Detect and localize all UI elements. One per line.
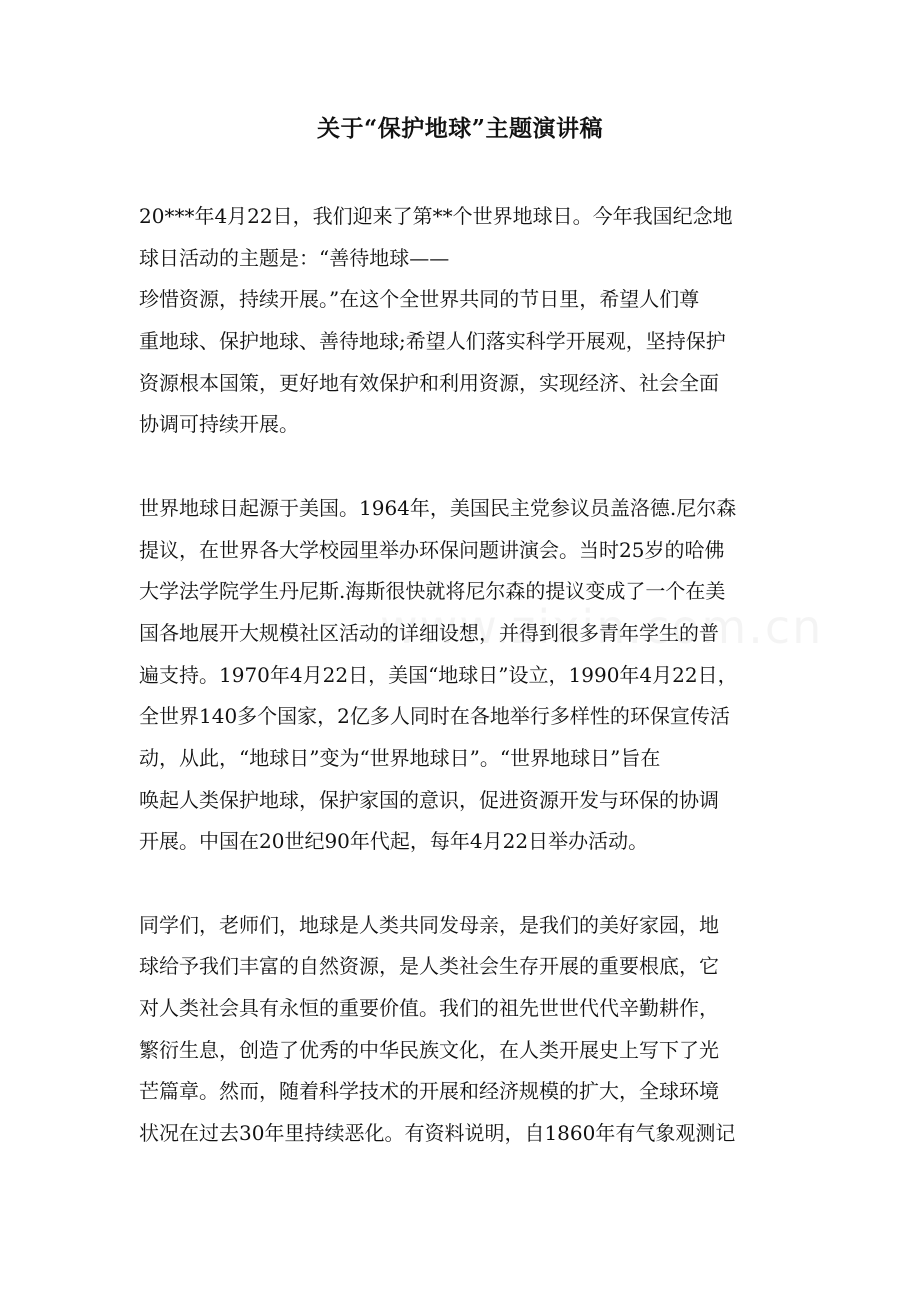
text-line: 大学法学院学生丹尼斯.海斯很快就将尼尔森的提议变成了一个在美 bbox=[139, 579, 726, 604]
document-body bbox=[139, 196, 789, 1155]
text-line: 重地球、保护地球、善待地球;希望人们落实科学开展观，坚持保护 bbox=[139, 329, 726, 354]
text-line: 全世界140多个国家，2亿多人同时在各地举行多样性的环保宣传活 bbox=[139, 704, 730, 729]
text-line: 芒篇章。然而，随着科学技术的开展和经济规模的扩大，全球环境 bbox=[139, 1079, 719, 1104]
text-line: 唤起人类保护地球，保护家国的意识，促进资源开发与环保的协调 bbox=[139, 787, 719, 812]
paragraph-1 bbox=[139, 196, 789, 446]
text-line: 20***年4月22日，我们迎来了第**个世界地球日。今年我国纪念地 bbox=[139, 204, 733, 228]
text-line: 球日活动的主题是：“善待地球—— bbox=[139, 245, 450, 270]
text-line: 世界地球日起源于美国。1964年，美国民主党参议员盖洛德.尼尔森 bbox=[139, 495, 737, 520]
text-line: 同学们，老师们，地球是人类共同发母亲，是我们的美好家园，地 bbox=[139, 912, 719, 937]
text-line: 协调可持续开展。 bbox=[139, 412, 299, 437]
paragraph-gap bbox=[139, 446, 789, 488]
text-line: 资源根本国策，更好地有效保护和利用资源，实现经济、社会全面 bbox=[139, 370, 719, 395]
text-line: 珍惜资源，持续开展。”在这个全世界共同的节日里，希望人们尊 bbox=[139, 287, 700, 312]
text-line: 动，从此，“地球日”变为“世界地球日”。“世界地球日”旨在 bbox=[139, 745, 661, 770]
text-line: 繁衍生息，创造了优秀的中华民族文化，在人类开展史上写下了光 bbox=[139, 1037, 719, 1062]
text-line: 遍支持。1970年4月22日，美国“地球日”设立，1990年4月22日， bbox=[139, 662, 738, 687]
paragraph-2 bbox=[139, 488, 789, 863]
text-line: 球给予我们丰富的自然资源，是人类社会生存开展的重要根底，它 bbox=[139, 954, 719, 979]
text-line: 开展。中国在20世纪90年代起，每年4月22日举办活动。 bbox=[139, 829, 649, 854]
text-line: 对人类社会具有永恒的重要价值。我们的祖先世世代代辛勤耕作， bbox=[139, 996, 719, 1021]
text-line: 国各地展开大规模社区活动的详细设想，并得到很多青年学生的普 bbox=[139, 620, 719, 645]
paragraph-3 bbox=[139, 905, 789, 1155]
text-line: 状况在过去30年里持续恶化。有资料说明，自1860年有气象观测记 bbox=[139, 1121, 736, 1146]
paragraph-gap bbox=[139, 863, 789, 905]
text-line: 提议，在世界各大学校园里举办环保问题讲演会。当时25岁的哈佛 bbox=[139, 537, 725, 562]
document-title: 关于“保护地球”主题演讲稿 bbox=[317, 115, 603, 142]
